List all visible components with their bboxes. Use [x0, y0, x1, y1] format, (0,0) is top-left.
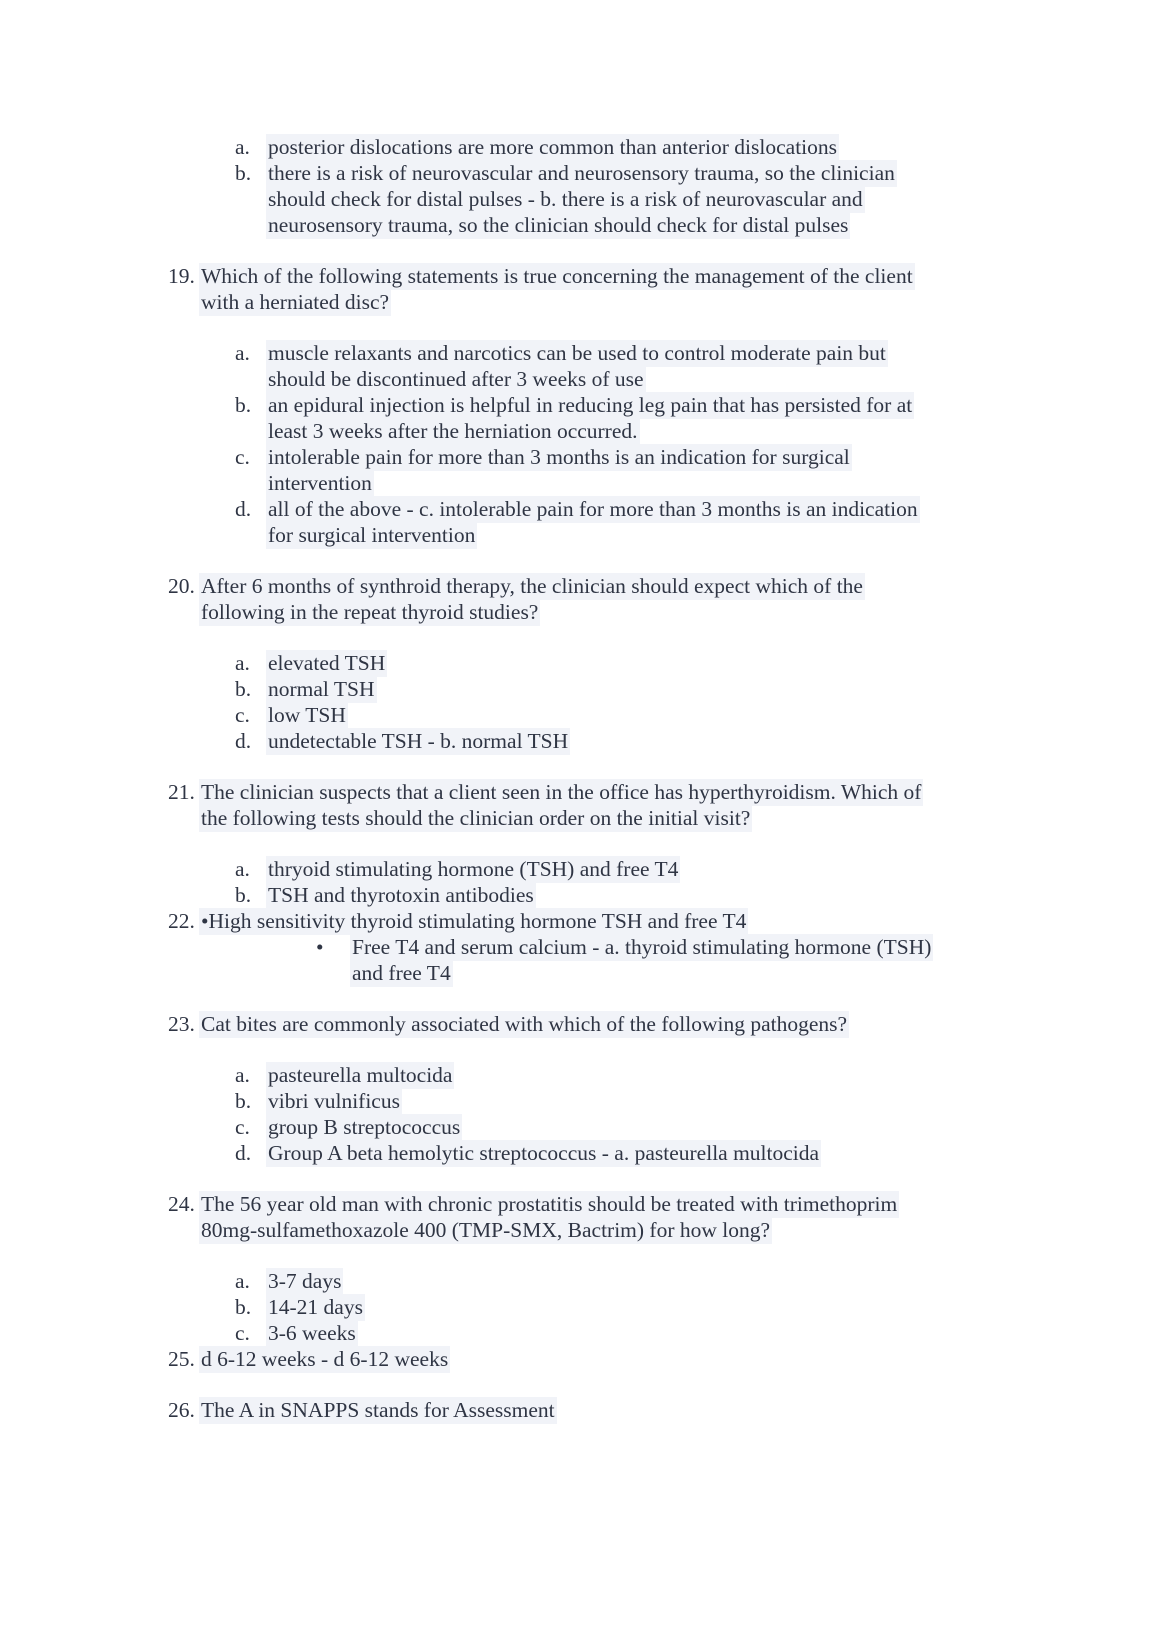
option-text: posterior dislocations are more common than anterior dislocations [268, 135, 838, 159]
option-text: intervention [268, 471, 372, 495]
option-marker: c. [235, 1321, 250, 1345]
option-marker: c. [235, 1115, 250, 1139]
question-marker: 20. [168, 574, 195, 598]
option-marker: d. [235, 729, 252, 753]
option-text: pasteurella multocida [268, 1063, 453, 1087]
option-marker: c. [235, 703, 250, 727]
option-text: muscle relaxants and narcotics can be used to control moderate pain but [268, 341, 886, 365]
option-text: vibri vulnificus [268, 1089, 400, 1113]
bullet-text: and free T4 [352, 961, 451, 985]
option-marker: a. [235, 857, 250, 881]
option-text: normal TSH [268, 677, 375, 701]
option-marker: b. [235, 1089, 252, 1113]
question-text: •High sensitivity thyroid stimulating hormone TSH and free T4 [201, 909, 747, 933]
question-marker: 26. [168, 1398, 195, 1422]
option-marker: a. [235, 135, 250, 159]
option-text: group B streptococcus [268, 1115, 461, 1139]
question-marker: 21. [168, 780, 195, 804]
question-text: d 6-12 weeks - d 6-12 weeks [201, 1347, 449, 1371]
option-text: 14-21 days [268, 1295, 363, 1319]
option-text: 3-7 days [268, 1269, 342, 1293]
option-marker: a. [235, 651, 250, 675]
question-text: The 56 year old man with chronic prostatitis should be treated with trimethoprim [201, 1192, 898, 1216]
option-marker: a. [235, 341, 250, 365]
option-marker: b. [235, 1295, 252, 1319]
question-text: following in the repeat thyroid studies? [201, 600, 539, 624]
option-marker: b. [235, 393, 252, 417]
option-text: should check for distal pulses - b. there is a risk of neurovascular and [268, 187, 863, 211]
option-text: an epidural injection is helpful in reducing leg pain that has persisted for at [268, 393, 913, 417]
option-text: all of the above - c. intolerable pain for more than 3 months is an indication [268, 497, 918, 521]
option-marker: b. [235, 677, 252, 701]
option-text: undetectable TSH - b. normal TSH [268, 729, 569, 753]
option-marker: b. [235, 161, 252, 185]
question-marker: 24. [168, 1192, 195, 1216]
question-marker: 25. [168, 1347, 195, 1371]
option-text: should be discontinued after 3 weeks of use [268, 367, 644, 391]
option-text: there is a risk of neurovascular and neurosensory trauma, so the clinician [268, 161, 895, 185]
question-marker: 23. [168, 1012, 195, 1036]
option-text: least 3 weeks after the herniation occurred. [268, 419, 638, 443]
question-text: with a herniated disc? [201, 290, 390, 314]
question-text: After 6 months of synthroid therapy, the clinician should expect which of the [201, 574, 863, 598]
option-text: 3-6 weeks [268, 1321, 356, 1345]
option-marker: c. [235, 445, 250, 469]
option-text: TSH and thyrotoxin antibodies [268, 883, 534, 907]
question-text: The clinician suspects that a client seen in the office has hyperthyroidism. Which of [201, 780, 922, 804]
option-text: thryoid stimulating hormone (TSH) and free T4 [268, 857, 679, 881]
question-text: Cat bites are commonly associated with which of the following pathogens? [201, 1012, 848, 1036]
question-marker: 22. [168, 909, 195, 933]
option-text: neurosensory trauma, so the clinician should check for distal pulses [268, 213, 849, 237]
bullet-text: Free T4 and serum calcium - a. thyroid stimulating hormone (TSH) [352, 935, 932, 959]
question-text: Which of the following statements is true concerning the management of the client [201, 264, 913, 288]
question-marker: 19. [168, 264, 195, 288]
question-text: 80mg-sulfamethoxazole 400 (TMP-SMX, Bactrim) for how long? [201, 1218, 771, 1242]
question-text: The A in SNAPPS stands for Assessment [201, 1398, 555, 1422]
option-text: elevated TSH [268, 651, 386, 675]
option-text: Group A beta hemolytic streptococcus - a. pasteurella multocida [268, 1141, 820, 1165]
option-marker: b. [235, 883, 252, 907]
option-marker: a. [235, 1063, 250, 1087]
option-marker: d. [235, 497, 252, 521]
option-text: low TSH [268, 703, 346, 727]
option-marker: a. [235, 1269, 250, 1293]
question-text: the following tests should the clinician order on the initial visit? [201, 806, 751, 830]
option-text: for surgical intervention [268, 523, 476, 547]
option-text: intolerable pain for more than 3 months is an indication for surgical [268, 445, 850, 469]
option-marker: d. [235, 1141, 252, 1165]
bullet-marker: • [316, 935, 324, 959]
